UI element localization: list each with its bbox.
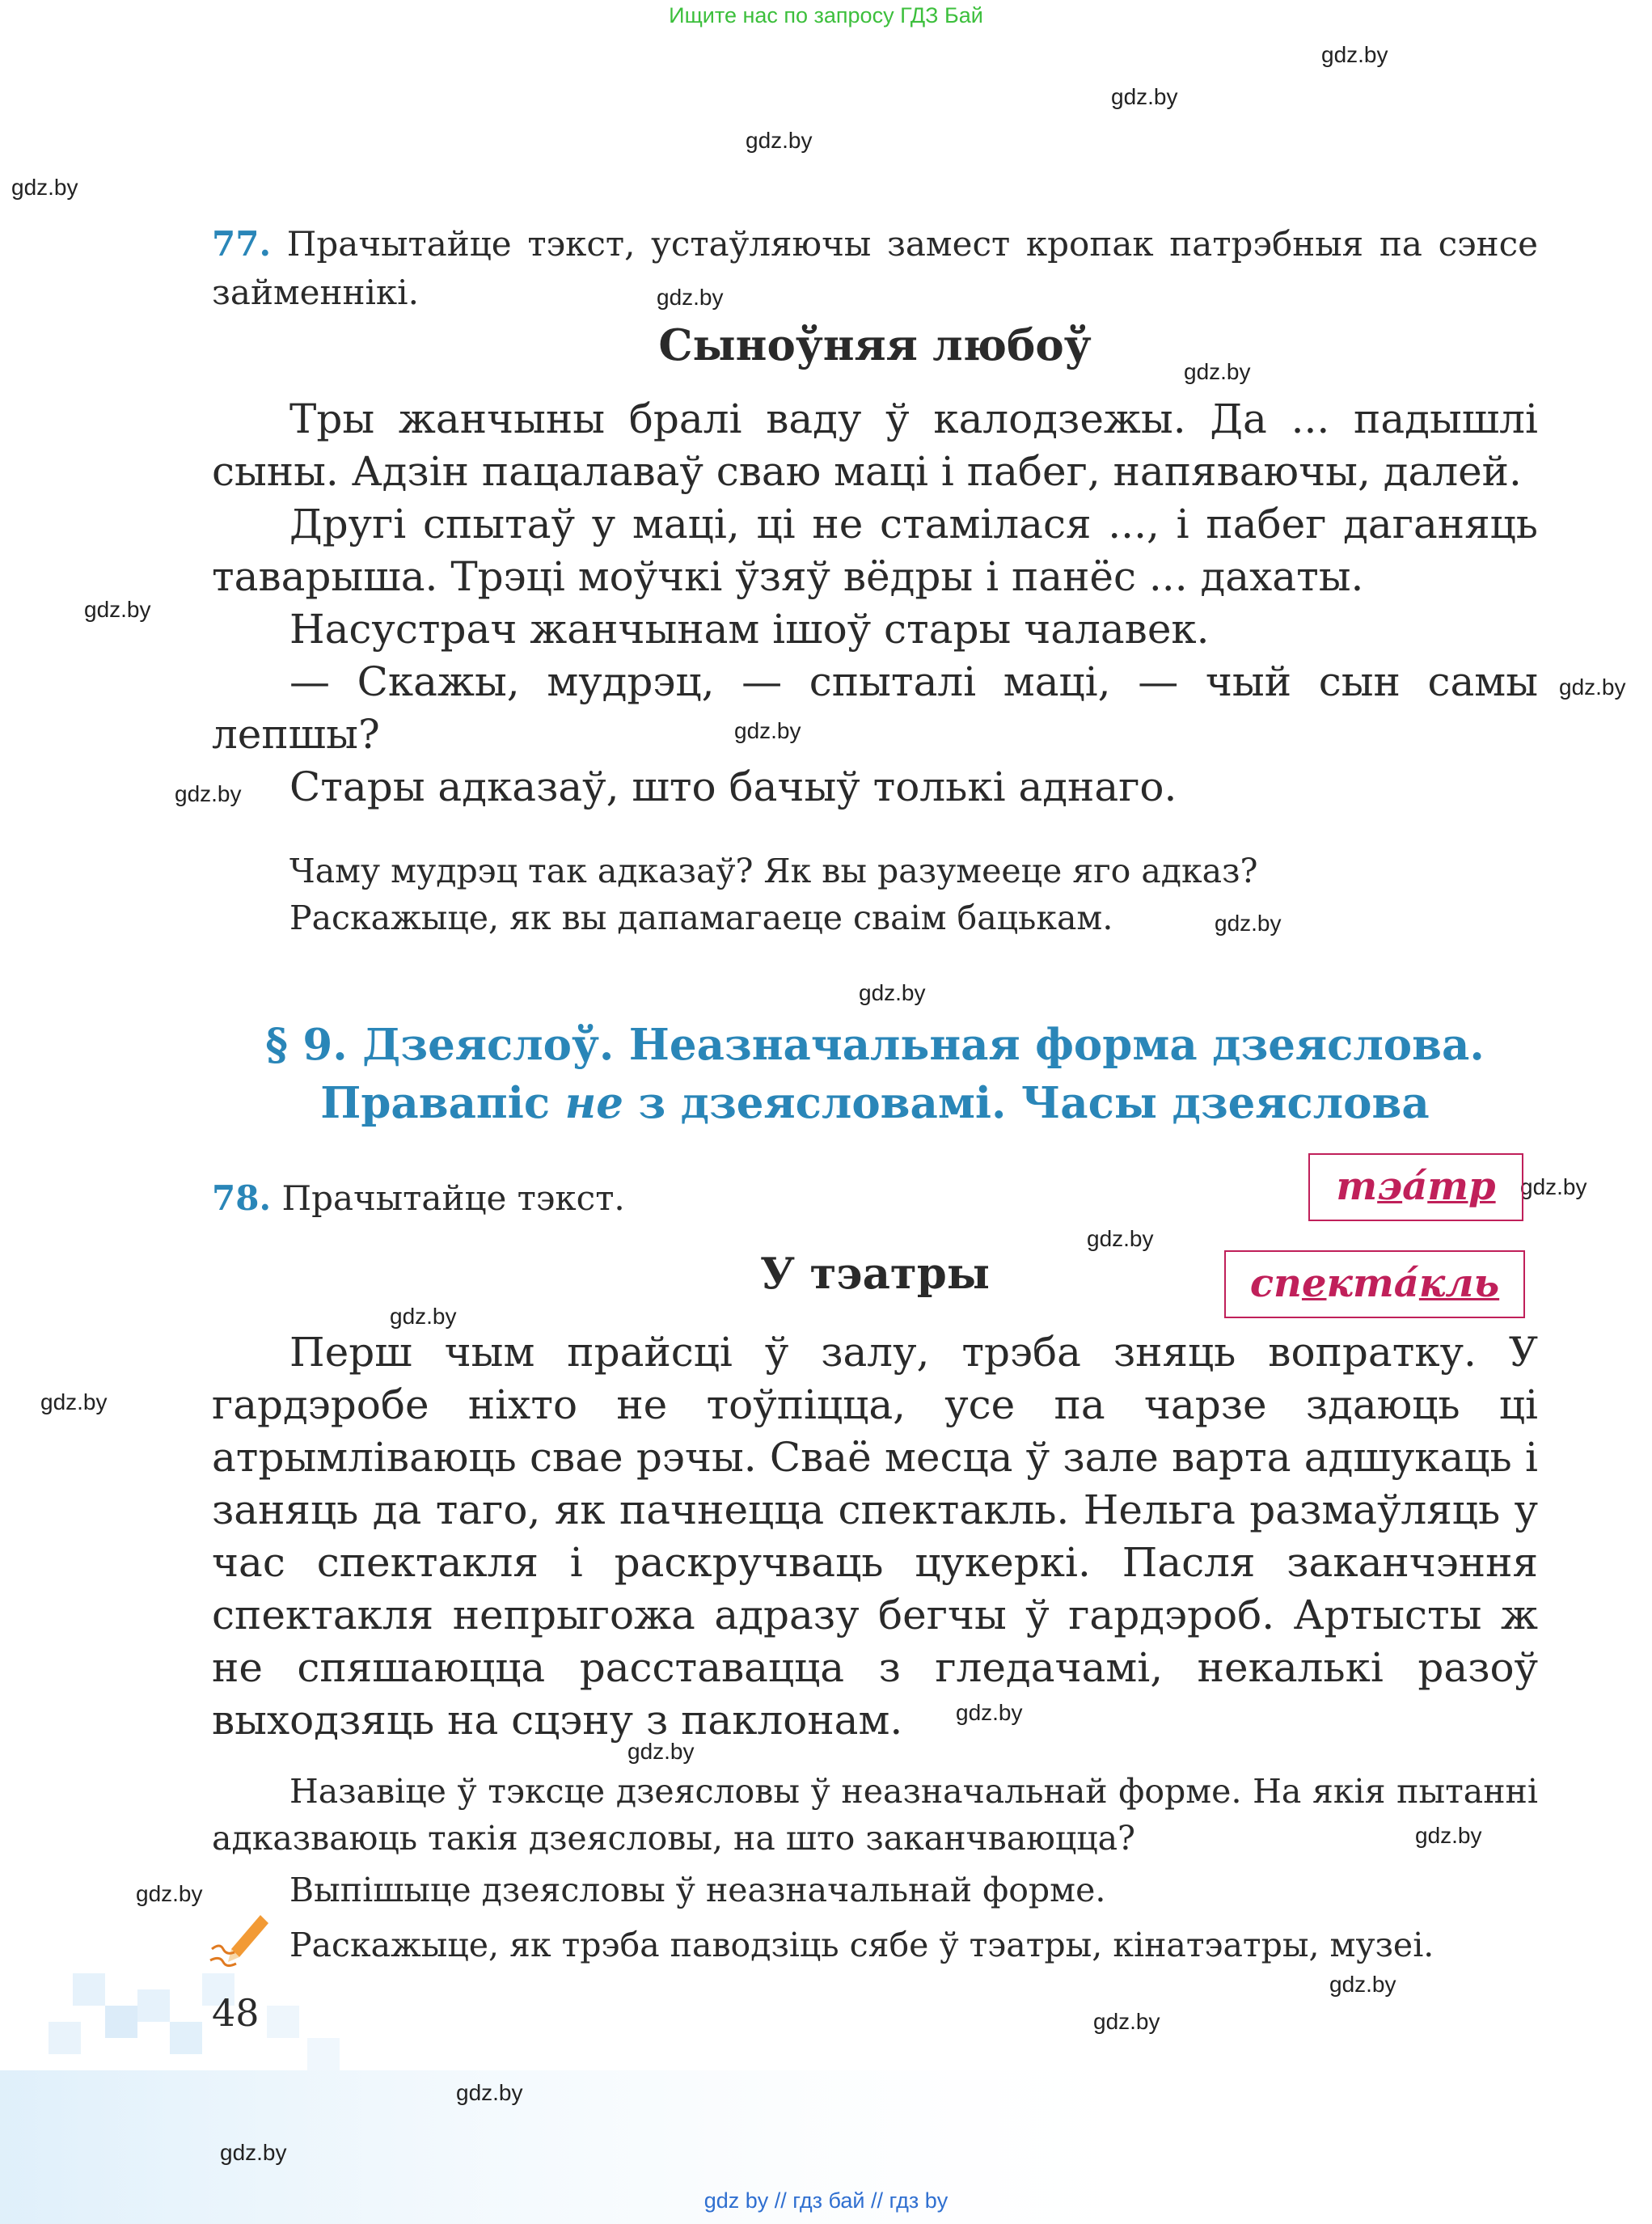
watermark: gdz.by <box>657 285 724 310</box>
paragraph: Насустрач жанчынам ішоў стары чалавек. <box>289 606 1210 653</box>
question: Назавіце ў тэксце дзеясловы ў неазначальнай форме. На якія пытанні адказваюць такія дзеясловы, на што заканчваюцца? <box>212 1772 1538 1858</box>
watermark: gdz.by <box>1111 84 1178 109</box>
watermark: gdz.by <box>390 1304 457 1329</box>
watermark: gdz.by <box>956 1700 1023 1725</box>
watermark: gdz.by <box>1321 42 1388 67</box>
instruction-text: Прачытайце тэкст, устаўляючы замест кропак патрэбныя па сэнсе займеннікі. <box>212 224 1538 312</box>
question: Раскажыце, як трэба паводзіць сябе ў тэатры, кінатэатры, музеі. <box>289 1926 1434 1964</box>
header-link[interactable]: Ищите нас по запросу ГДЗ Бай <box>669 3 983 27</box>
decorative-squares <box>0 1973 1213 2224</box>
watermark: gdz.by <box>1415 1823 1482 1848</box>
section-heading-line2: Правапіс не з дзеясловамі. Часы дзеяслова <box>320 1078 1430 1128</box>
exercise-77-instruction <box>212 220 1538 317</box>
footer-links[interactable]: gdz by // гдз бай // гдз by <box>703 2188 949 2213</box>
watermark: gdz.by <box>1215 911 1282 936</box>
paragraph: Тры жанчыны бралі ваду ў калодзежы. Да ... падышлі сыны. Адзін пацалаваў сваю маці і пабег, напяваючы, далей. <box>212 395 1538 495</box>
page-number: 48 <box>212 1991 260 2035</box>
section-heading <box>212 1016 1538 1132</box>
paragraph: — Скажы, мудрэц, — спыталі маці, — чый сын самы лепшы? <box>212 658 1538 758</box>
watermark: gdz.by <box>136 1881 203 1906</box>
text-title: Сыноўняя любоў <box>658 320 1092 370</box>
watermark: gdz.by <box>1559 674 1626 700</box>
watermark: gdz.by <box>859 980 926 1005</box>
question: Раскажыце, як вы дапамагаеце сваім бацькам. <box>289 898 1113 937</box>
watermark: gdz.by <box>1520 1174 1587 1199</box>
exercise-number: 77. <box>212 224 272 264</box>
text-title: У тэатры <box>760 1249 990 1299</box>
section-heading-line1: § 9. Дзеяслоў. Неазначальная форма дзеяслова. <box>265 1020 1485 1070</box>
watermark: gdz.by <box>1184 359 1251 384</box>
watermark: gdz.by <box>175 781 242 806</box>
exercise-78-text <box>212 1326 1538 1747</box>
watermark: gdz.by <box>1329 1972 1396 1997</box>
vocabulary-word-spektakl: спекта́кль <box>1224 1250 1525 1318</box>
exercise-77-questions <box>212 848 1538 941</box>
paragraph: Стары адказаў, што бачыў толькі аднаго. <box>289 763 1177 810</box>
paragraph: Другі спытаў у маці, ці не стамілася ..., і пабег даганяць таварыша. Трэці моўчкі ўзяў вёдры і панёс ... дахаты. <box>212 501 1538 600</box>
watermark: gdz.by <box>1093 2009 1160 2034</box>
pencil-icon <box>207 1907 272 1972</box>
question: Выпішыце дзеясловы ў неазначальнай форме. <box>289 1871 1106 1909</box>
watermark: gdz.by <box>40 1389 108 1414</box>
vocabulary-word-teatr: тэа́тр <box>1308 1153 1523 1221</box>
watermark: gdz.by <box>627 1739 695 1764</box>
instruction-text: Прачытайце тэкст. <box>281 1178 625 1218</box>
watermark: gdz.by <box>1087 1226 1154 1251</box>
watermark: gdz.by <box>734 718 801 743</box>
watermark: gdz.by <box>84 597 151 622</box>
watermark: gdz.by <box>220 2140 287 2165</box>
exercise-78-questions <box>212 1768 1538 1968</box>
question: Чаму мудрэц так адказаў? Як вы разумееце яго адказ? <box>289 852 1258 890</box>
watermark: gdz.by <box>11 175 78 200</box>
paragraph: Перш чым прайсці ў залу, трэба зняць вопратку. У гардэробе ніхто не тоўпіцца, усе па чарзе здаюць ці атрымліваюць свае рэчы. Сваё месца ў зале варта адшукаць і заняць да таго, як пачнецца спектакль. Нельга размаўляць у час спектакля і раскручваць цукеркі. Пасля заканчэння спектакля непрыгожа адразу бегчы ў гардэроб. Артысты ж не спяшаюцца расставацца з гледачамі, некалькі разоў выходзяць на сцэну з паклонам. <box>212 1329 1538 1744</box>
watermark: gdz.by <box>456 2080 523 2105</box>
exercise-number: 78. <box>212 1178 272 1218</box>
exercise-77-text <box>212 393 1538 814</box>
watermark: gdz.by <box>746 128 813 153</box>
